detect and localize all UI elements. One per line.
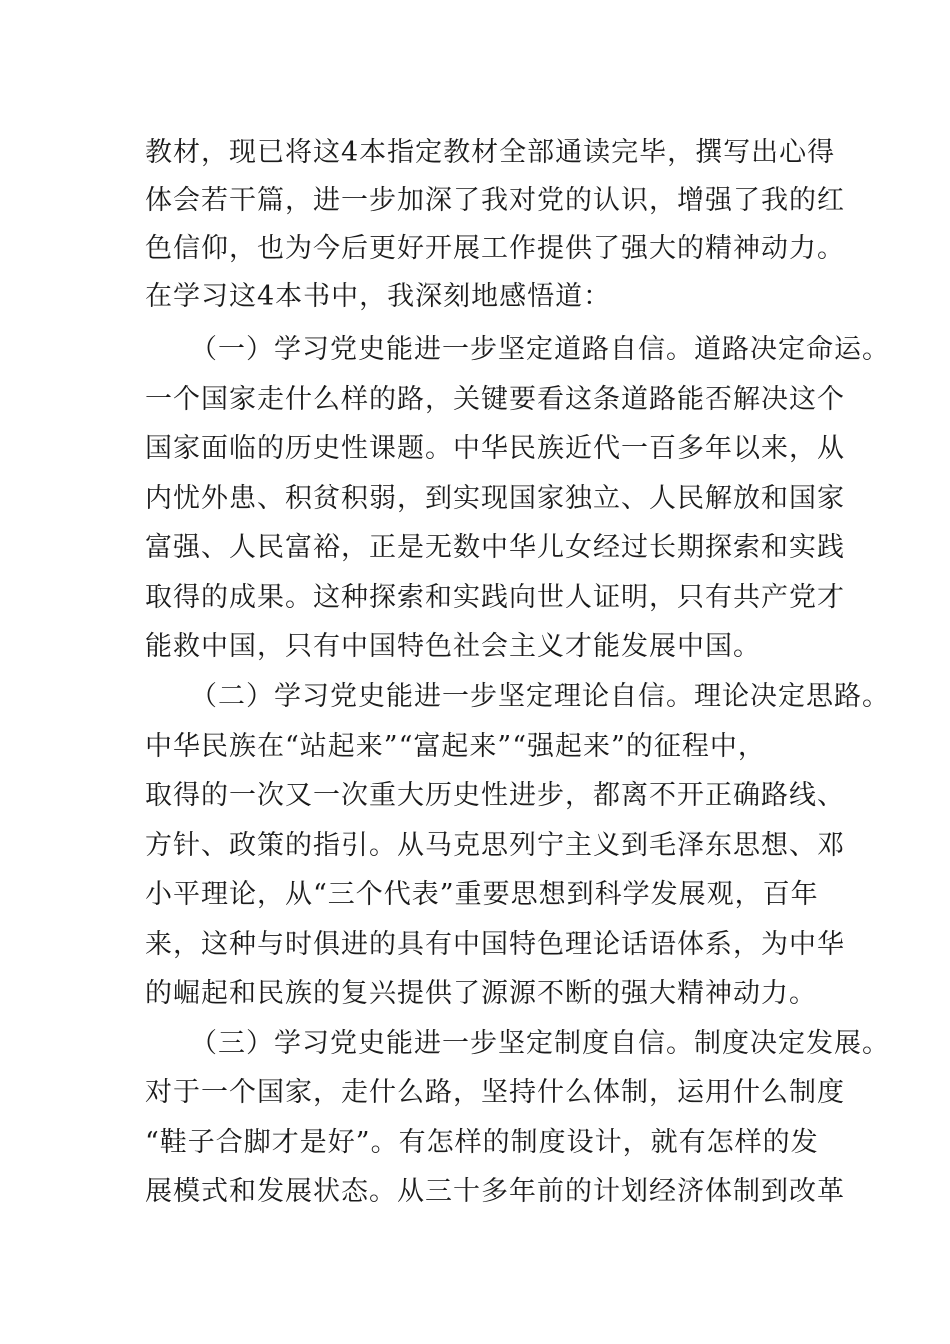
text-line: 色信仰，也为今后更好开展工作提供了强大的精神动力。 [145,233,845,264]
text-line: 能救中国，只有中国特色社会主义才能发展中国。 [145,631,761,662]
text-line: 的崛起和民族的复兴提供了源源不断的强大精神动力。 [145,978,817,1009]
text-line: 取得的一次又一次重大历史性进步，都离不开正确路线、 [145,780,845,811]
section-heading-three: （三）学习党史能进一步坚定制度自信。制度决定发展。 [190,1028,890,1059]
text-line: 方针、政策的指引。从马克思列宁主义到毛泽东思想、邓 [145,830,845,861]
text-line: 富强、人民富裕，正是无数中华儿女经过长期探索和实践 [145,532,845,563]
text-line: 体会若干篇，进一步加深了我对党的认识，增强了我的红 [145,185,845,216]
text-line: “鞋子合脚才是好”。有怎样的制度设计，就有怎样的发 [145,1127,819,1158]
text-line: 对于一个国家，走什么路，坚持什么体制，运用什么制度 [145,1077,845,1108]
text-line: 教材，现已将这4本指定教材全部通读完毕，撰写出心得 [145,137,836,168]
text-line: 来，这种与时俱进的具有中国特色理论话语体系，为中华 [145,929,845,960]
text-line: 内忧外患、积贫积弱，到实现国家独立、人民解放和国家 [145,483,845,514]
section-heading-one: （一）学习党史能进一步坚定道路自信。道路决定命运。 [190,334,890,365]
text-line: 在学习这4本书中，我深刻地感悟道： [145,281,612,312]
text-line: 展模式和发展状态。从三十多年前的计划经济体制到改革 [145,1176,845,1207]
text-line: 一个国家走什么样的路，关键要看这条道路能否解决这个 [145,384,845,415]
text-line: 国家面临的历史性课题。中华民族近代一百多年以来，从 [145,433,845,464]
text-line: 小平理论，从“三个代表”重要思想到科学发展观，百年 [145,879,819,910]
text-line: 取得的成果。这种探索和实践向世人证明，只有共产党才 [145,582,845,613]
text-line: 中华民族在“站起来”“富起来”“强起来”的征程中， [145,731,766,762]
section-heading-two: （二）学习党史能进一步坚定理论自信。理论决定思路。 [190,681,890,712]
